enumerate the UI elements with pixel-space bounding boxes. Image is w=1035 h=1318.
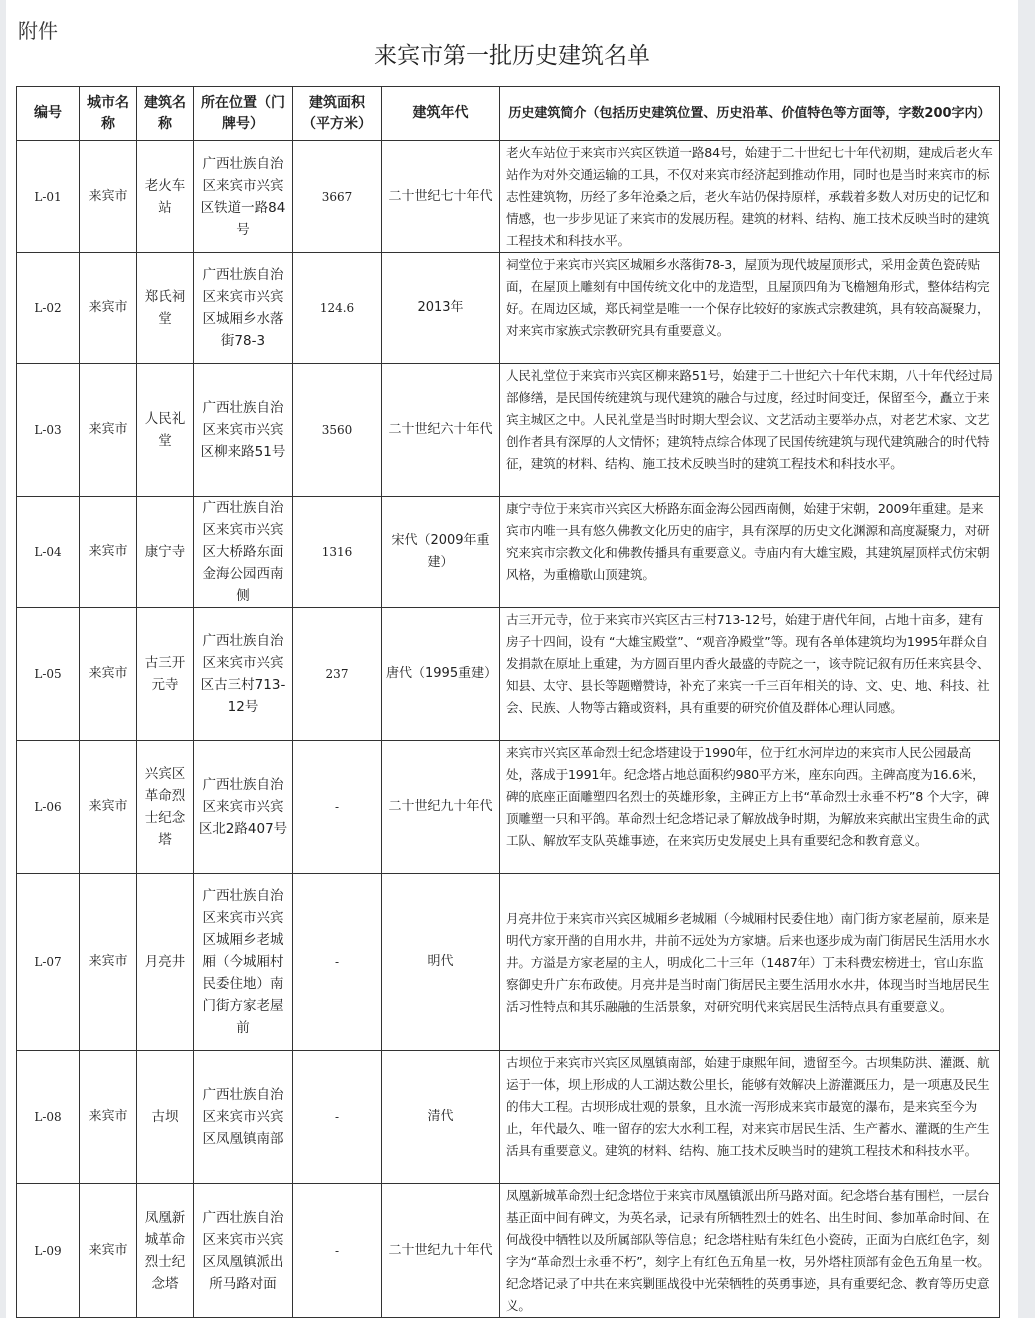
cell-city: 来宾市 [80,741,137,874]
document-title: 来宾市第一批历史建筑名单 [374,43,650,69]
cell-era: 宋代（2009年重建） [382,497,500,608]
cell-intro: 来宾市兴宾区革命烈士纪念塔建设于1990年，位于红水河岸边的来宾市人民公园最高处，落成于1991年。纪念塔占地总面积约980平方米，座东向西。主碑高度为16.6米，碑的底座正面雕塑四名烈士的英雄形象，主碑正方上书“革命烈士永垂不朽”8 个大字，碑顶雕塑一只和平鸽。革命烈士纪念塔记录了解放战争时期，为解放来宾献出宝贵生命的武工队、解放军支队英雄事迹，在来宾历史发展史上具有重要纪念和教育意义。 [500,741,1000,874]
column-header-era: 建筑年代 [382,87,500,141]
table-row [17,364,1000,497]
table-row [17,1051,1000,1184]
cell-era: 二十世纪七十年代 [382,141,500,253]
cell-intro: 人民礼堂位于来宾市兴宾区柳来路51号，始建于二十世纪六十年代末期，八十年代经过局部修缮，是民国传统建筑与现代建筑的融合与过度，经过时间变迁，保留至今，矗立于来宾主城区之中。人民礼堂是当时时期大型会议、文艺活动主要举办点，对老艺术家、文艺创作者具有深厚的人文情怀；建筑特点综合体现了民国传统建筑与现代建筑融合的时代特征，建筑的材料、结构、施工技术反映当时的建筑工程技术和科技水平。 [500,364,1000,497]
cell-area: - [293,1051,382,1184]
cell-location: 广西壮族自治区来宾市兴宾区凤凰镇派出所马路对面 [194,1184,293,1318]
cell-city: 来宾市 [80,874,137,1051]
column-header-id: 编号 [17,87,80,141]
cell-area: 3560 [293,364,382,497]
cell-era: 二十世纪九十年代 [382,1184,500,1318]
cell-intro: 祠堂位于来宾市兴宾区城厢乡水落街78-3，屋顶为现代坡屋顶形式，采用金黄色瓷砖贴面，在屋顶上雕刻有中国传统文化中的龙造型，且屋顶四角为飞檐翘角形式，整体结构完好。在周边区域，郑氏祠堂是唯一一个保存比较好的家族式宗教建筑，具有较高凝聚力，对来宾市家族式宗教研究具有重要意义。 [500,253,1000,364]
cell-era: 2013年 [382,253,500,364]
column-header-area: 建筑面积（平方米） [293,87,382,141]
cell-area: - [293,1184,382,1318]
column-header-location: 所在位置（门牌号） [194,87,293,141]
cell-name: 古三开元寺 [137,608,194,741]
cell-location: 广西壮族自治区来宾市兴宾区柳来路51号 [194,364,293,497]
cell-location: 广西壮族自治区来宾市兴宾区古三村713-12号 [194,608,293,741]
cell-era: 明代 [382,874,500,1051]
cell-id: L-08 [17,1051,80,1184]
cell-area: 124.6 [293,253,382,364]
cell-name: 老火车站 [137,141,194,253]
cell-era: 二十世纪九十年代 [382,741,500,874]
cell-name: 兴宾区革命烈士纪念塔 [137,741,194,874]
cell-era: 清代 [382,1051,500,1184]
cell-intro: 古坝位于来宾市兴宾区凤凰镇南部，始建于康熙年间，遗留至今。古坝集防洪、灌溉、航运于一体，坝上形成的人工湖达数公里长，能够有效解决上游灌溉压力，是一项惠及民生的伟大工程。古坝形成壮观的景象，且水流一泻形成来宾市最宽的瀑布，是来宾至今为止，年代最久、唯一留存的宏大水利工程，对来宾市居民生活、生产蓄水、灌溉的生产生活具有重要意义。建筑的材料、结构、施工技术反映当时的建筑工程技术和科技水平。 [500,1051,1000,1184]
table-row [17,497,1000,608]
cell-intro: 老火车站位于来宾市兴宾区铁道一路84号，始建于二十世纪七十年代初期，建成后老火车站作为对外交通运输的工具，不仅对来宾市经济起到推动作用，同时也是当时来宾市的标志性建筑物，历经了多年沧桑之后，老火车站仍保持原样，承载着多数人对历史的记忆和情感，也一步步见证了来宾市的发展历程。建筑的材料、结构、施工技术反映当时的建筑工程技术和科技水平。 [500,141,1000,253]
cell-area: 237 [293,608,382,741]
cell-location: 广西壮族自治区来宾市兴宾区大桥路东面金海公园西南侧 [194,497,293,608]
cell-location: 广西壮族自治区来宾市兴宾区凤凰镇南部 [194,1051,293,1184]
cell-id: L-07 [17,874,80,1051]
attachment-label: 附件 [18,19,58,43]
cell-area: - [293,741,382,874]
cell-id: L-06 [17,741,80,874]
cell-location: 广西壮族自治区来宾市兴宾区城厢乡水落街78-3 [194,253,293,364]
cell-city: 来宾市 [80,1051,137,1184]
cell-name: 人民礼堂 [137,364,194,497]
cell-name: 康宁寺 [137,497,194,608]
cell-intro: 月亮井位于来宾市兴宾区城厢乡老城厢（今城厢村民委住地）南门街方家老屋前，原来是明代方家开凿的自用水井，井前不远处为方家塘。后来也逐步成为南门街居民生活用水水井。方溢是方家老屋的主人，明成化二十三年（1487年）丁未科费宏榜进士，官山东监察御史升广东布政使。月亮井是当时南门街居民主要生活用水水井，体现当时当地居民生活习性特点和其乐融融的生活景象，对研究明代来宾居民生活特点具有重要意义。 [500,874,1000,1051]
historic-buildings-table [16,86,1000,1318]
cell-name: 凤凰新城革命烈士纪念塔 [137,1184,194,1318]
cell-era: 唐代（1995重建） [382,608,500,741]
cell-id: L-03 [17,364,80,497]
table-row [17,874,1000,1051]
column-header-city: 城市名称 [80,87,137,141]
cell-location: 广西壮族自治区来宾市兴宾区城厢乡老城厢（今城厢村民委住地）南门街方家老屋前 [194,874,293,1051]
cell-area: - [293,874,382,1051]
cell-city: 来宾市 [80,608,137,741]
column-header-name: 建筑名称 [137,87,194,141]
cell-name: 古坝 [137,1051,194,1184]
table-row [17,141,1000,253]
cell-city: 来宾市 [80,253,137,364]
table-row [17,608,1000,741]
cell-name: 郑氏祠堂 [137,253,194,364]
table-row [17,1184,1000,1318]
table-header-row [17,87,1000,141]
cell-location: 广西壮族自治区来宾市兴宾区北2路407号 [194,741,293,874]
cell-city: 来宾市 [80,364,137,497]
table-row [17,741,1000,874]
cell-id: L-05 [17,608,80,741]
cell-intro: 古三开元寺，位于来宾市兴宾区古三村713-12号，始建于唐代年间，占地十亩多，建有房子十四间，设有 “大雄宝殿堂”、“观音净殿堂”等。现有各单体建筑均为1995年群众自发捐款在原址上重建，为方圆百里内香火最盛的寺院之一，该寺院记叙有历任来宾县令、知县、太守、县长等题赠赞诗，补充了来宾一千三百年相关的诗、文、史、地、科技、社会、民族、人物等古籍或资料，具有重要的研究价值及群体心理认同感。 [500,608,1000,741]
cell-city: 来宾市 [80,497,137,608]
cell-intro: 凤凰新城革命烈士纪念塔位于来宾市凤凰镇派出所马路对面。纪念塔台基有围栏，一层台基正面中间有碑文，为英名录，记录有所牺牲烈士的姓名、出生时间、参加革命时间、在何战役中牺牲以及所属部队等信息；纪念塔柱贴有朱红色小瓷砖，正面为白底红色字，刻字为“革命烈士永垂不朽”，刻字上有红色五角星一枚，另外塔柱顶部有金色五角星一枚。纪念塔记录了中共在来宾剿匪战役中光荣牺牲的英勇事迹，具有重要纪念、教育等历史意义。 [500,1184,1000,1318]
table-row [17,253,1000,364]
cell-id: L-04 [17,497,80,608]
cell-id: L-01 [17,141,80,253]
document-page [6,0,1018,1318]
cell-city: 来宾市 [80,141,137,253]
cell-city: 来宾市 [80,1184,137,1318]
cell-id: L-02 [17,253,80,364]
cell-area: 1316 [293,497,382,608]
cell-era: 二十世纪六十年代 [382,364,500,497]
cell-location: 广西壮族自治区来宾市兴宾区铁道一路84号 [194,141,293,253]
column-header-intro: 历史建筑简介（包括历史建筑位置、历史沿革、价值特色等方面等，字数200字内） [500,87,1000,141]
cell-intro: 康宁寺位于来宾市兴宾区大桥路东面金海公园西南侧，始建于宋朝，2009年重建。是来宾市内唯一具有悠久佛教文化历史的庙宇，具有深厚的历史文化渊源和高度凝聚力，对研究来宾市宗教文化和佛教传播具有重要意义。寺庙内有大雄宝殿，其建筑屋顶样式仿宋朝风格，为重檐歇山顶建筑。 [500,497,1000,608]
cell-area: 3667 [293,141,382,253]
cell-name: 月亮井 [137,874,194,1051]
cell-id: L-09 [17,1184,80,1318]
